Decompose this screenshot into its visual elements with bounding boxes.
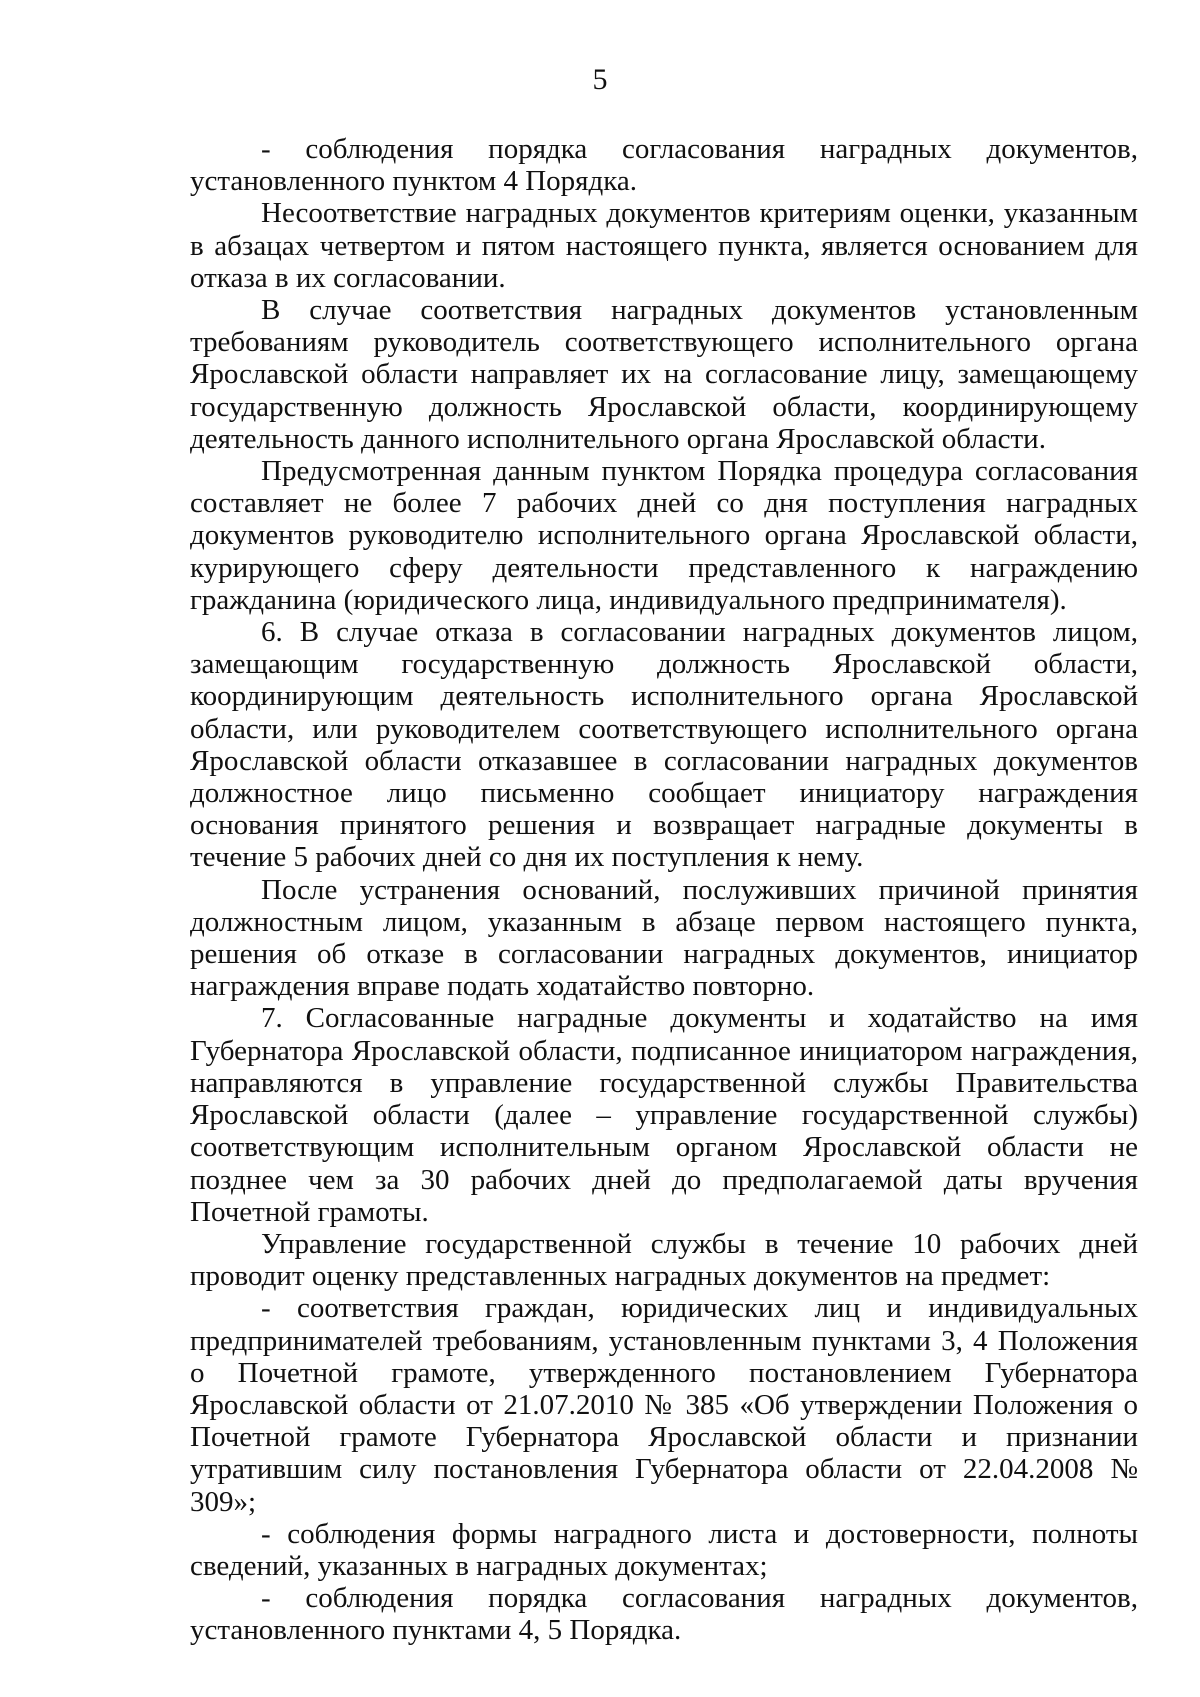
paragraph-agreement-procedure-item4: - соблюдения порядка согласования наградных документов, установленного пунктом 4 Порядка.: [190, 133, 1138, 198]
document-body: [190, 133, 1138, 1647]
paragraph-agreement-procedure-items-4-5: - соблюдения порядка согласования наградных документов, установленного пунктами 4, 5 Порядка.: [190, 1582, 1138, 1647]
paragraph-civil-service-review: Управление государственной службы в течение 10 рабочих дней проводит оценку представленных наградных документов на предмет:: [190, 1227, 1138, 1293]
page-number: 5: [592, 63, 608, 96]
paragraph-item-7: 7. Согласованные наградные документы и ходатайство на имя Губернатора Ярославской области, подписанное инициатором награждения, направляются в управление государственной службы Правительства Ярославской области (далее – управление государственной службы) соответствующим исполнительным органом Ярославской области не позднее чем за 30 рабочих дней до предполагаемой даты вручения Почетной грамоты.: [190, 1002, 1138, 1228]
paragraph-approval-term: Предусмотренная данным пунктом Порядка процедура согласования составляет не более 7 рабочих дней со дня поступления наградных документов руководителю исполнительного органа Ярославской области, курирующего сферу деятельности представленного к награждению гражданина (юридического лица, индивидуального предпринимателя).: [190, 455, 1138, 616]
paragraph-item-6: 6. В случае отказа в согласовании наградных документов лицом, замещающим государственную должность Ярославской области, координирующим деятельность исполнительного органа Ярославской области, или руководителем соответствующего исполнительного органа Ярославской области отказавшее в согласовании наградных документов должностное лицо письменно сообщает инициатору награждения основания принятого решения и возвращает наградные документы в течение 5 рабочих дней со дня их поступления к нему.: [190, 616, 1138, 874]
paragraph-resubmission: После устранения оснований, послуживших причиной принятия должностным лицом, указанным в абзаце первом настоящего пункта, решения об отказе в согласовании наградных документов, инициатор награждения вправе подать ходатайство повторно.: [190, 873, 1138, 1003]
paragraph-form-compliance: - соблюдения формы наградного листа и достоверности, полноты сведений, указанных в наградных документах;: [190, 1517, 1138, 1582]
paragraph-conformity-approval: В случае соответствия наградных документов установленным требованиям руководитель соответствующего исполнительного органа Ярославской области направляет их на согласование лицу, замещающему государственную должность Ярославской области, координирующему деятельность данного исполнительного органа Ярославской области.: [190, 294, 1138, 455]
paragraph-nonconformity: Несоответствие наградных документов критериям оценки, указанным в абзацах четвертом и пятом настоящего пункта, является основанием для отказа в их согласовании.: [190, 197, 1138, 294]
paragraph-criteria-compliance: - соответствия граждан, юридических лиц и индивидуальных предпринимателей требованиям, установленным пунктами 3, 4 Положения о Почетной грамоте, утвержденного постановлением Губернатора Ярославской области от 21.07.2010 № 385 «Об утверждении Положения о Почетной грамоте Губернатора Ярославской области и признании утратившим силу постановления Губернатора области от 22.04.2008 № 309»;: [190, 1292, 1138, 1518]
